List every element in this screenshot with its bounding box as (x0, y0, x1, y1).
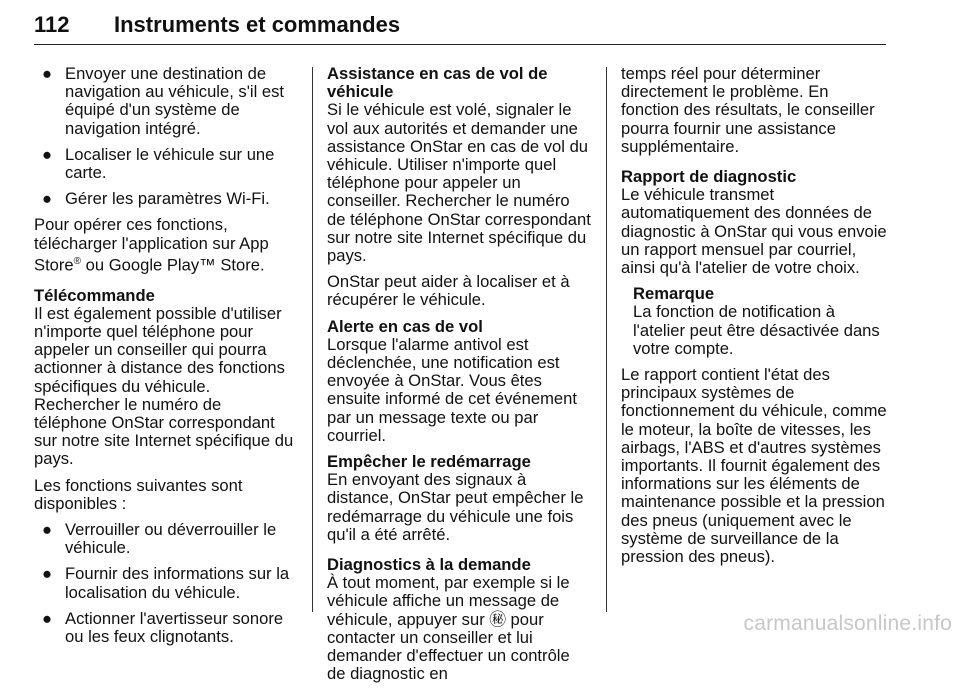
list-item: ● Verrouiller ou déverrouiller le véhicule. (42, 520, 277, 558)
column-divider (606, 67, 607, 612)
section-heading-diagnostics: Diagnostics à la demande (327, 555, 531, 575)
fonctions-intro: Les fonctions suivantes sont disponibles : (34, 475, 243, 513)
remarque-note (621, 285, 889, 358)
continuation-text: temps réel pour déterminer directement le problème. En fonction des résultats, le conseiller pourra fournir une assistance supplémentaire. (621, 64, 875, 156)
remarque-text: La fonction de notification à l'atelier peut être désactivée dans votre compte. (633, 302, 880, 358)
bullet-list-bottom (34, 521, 298, 646)
section-heading-rapport: Rapport de diagnostic (621, 167, 797, 187)
empecher-text: En envoyant des signaux à distance, OnStar peut empêcher le redémarrage du véhicule une fois qu'il a été arrêté. (327, 470, 584, 544)
vol-text: Si le véhicule est volé, signaler le vol aux autorités et demander une assistance OnStar en cas de vol du véhicule. Utiliser n'importe quel téléphone pour appeler un conseiller. Rechercher le numéro de téléphone OnStar correspondant sur notre site Internet spécifique du pays. (327, 100, 591, 266)
page-number: 112 (34, 12, 70, 37)
section-heading-alerte: Alerte en cas de vol (327, 316, 483, 336)
page-title: Instruments et commandes (114, 12, 401, 37)
diagnostics-text: À tout moment, par exemple si le véhicule affiche un message de véhicule, appuyer sur ㊙ pour contacter un conseiller et lui demander d'effectuer un contrôle de diagnostic en (327, 573, 570, 684)
list-item: ● Actionner l'avertisseur sonore ou les feux clignotants. (42, 608, 284, 647)
bullet-icon: ● (42, 520, 53, 539)
page-header (34, 10, 886, 45)
section-heading-empecher: Empêcher le redémarrage (327, 452, 531, 472)
bullet-list-top (34, 65, 298, 208)
list-item: ● Gérer les paramètres Wi-Fi. (42, 189, 270, 209)
app-paragraph: Pour opérer ces fonctions, télécharger l'application sur App Store® ou Google Play™ Store. (34, 215, 269, 275)
bullet-icon: ● (42, 608, 53, 628)
bullet-icon: ● (42, 144, 53, 164)
column-3 (621, 65, 889, 574)
rapport-text: Le véhicule transmet automatiquement des données de diagnostic à OnStar qui vous envoie un rapport mensuel par courriel, ainsi qu'à l'atelier de votre choix. (621, 185, 887, 278)
registered-mark: ® (73, 255, 82, 267)
vol-text-2: OnStar peut aider à localiser et à récupérer le véhicule. (327, 272, 570, 310)
onstar-button-icon: ㊙ (489, 609, 506, 629)
bullet-icon: ● (42, 189, 53, 209)
rapport-contenu: Le rapport contient l'état des principaux systèmes de fonctionnement du véhicule, comme le moteur, la boîte de vitesses, les airbags, l'ABS et d'autres systèmes importants. Il fournit également des informations sur les éléments de maintenance possible et la pression des pneus (uniquement avec le système de surveillance de la pression des pneus). (621, 365, 887, 567)
watermark: carmanualsonline.info (743, 612, 952, 635)
list-item: ● Envoyer une destination de navigation au véhicule, s'il est équipé d'un système de navigation intégré. (42, 64, 285, 138)
section-heading-vol: Assistance en cas de vol de véhicule (327, 64, 548, 102)
telecommande-text: Il est également possible d'utiliser n'importe quel téléphone pour appeler un conseiller qui pourra actionner à distance des fonctions spécifiques du véhicule. Rechercher le numéro de téléphone OnStar correspondant sur notre site Internet spécifique du pays. (34, 303, 294, 469)
alerte-text: Lorsque l'alarme antivol est déclenchée, une notification est envoyée à OnStar. Vous êtes ensuite informé de cet événement par un message texte ou par courriel. (327, 334, 577, 445)
list-item: ● Fournir des informations sur la localisation du véhicule. (42, 564, 290, 602)
list-item: ● Localiser le véhicule sur une carte. (42, 144, 275, 183)
column-divider (312, 67, 313, 612)
column-1 (34, 65, 298, 654)
remarque-heading: Remarque (633, 284, 715, 304)
bullet-icon: ● (42, 564, 53, 584)
section-heading-telecommande: Télécommande (34, 285, 155, 305)
bullet-icon: ● (42, 64, 53, 83)
column-2 (327, 65, 592, 692)
